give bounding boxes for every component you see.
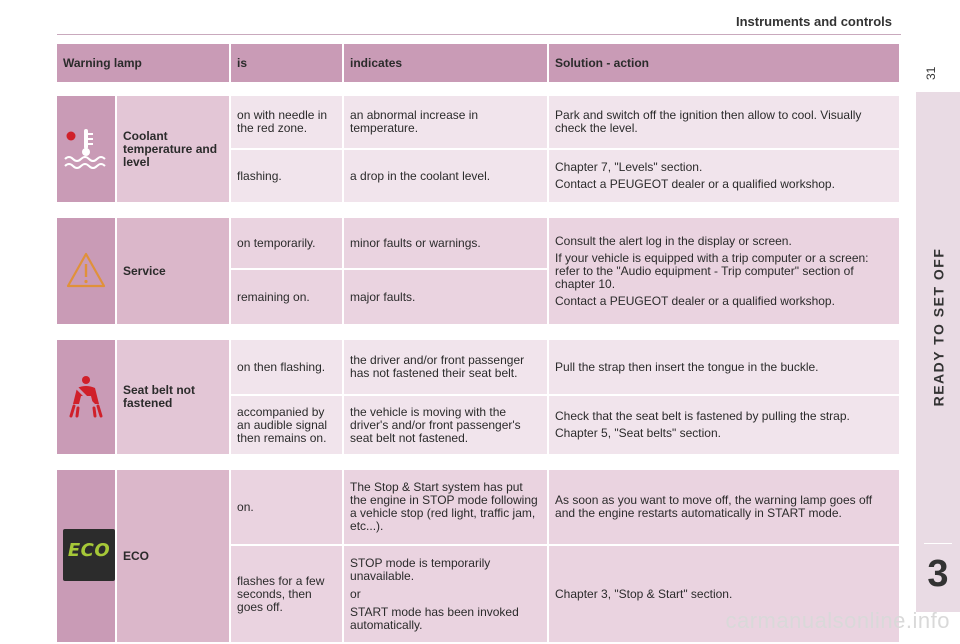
solution-text: Contact a PEUGEOT dealer or a qualified workshop.	[555, 177, 835, 191]
coolant-lamp-name: Coolant temperature and level	[117, 96, 231, 204]
solution-text: Contact a PEUGEOT dealer or a qualified workshop.	[555, 293, 835, 308]
coolant-row1-solution	[549, 96, 901, 150]
seatbelt-row1-is: on then flashing.	[231, 340, 344, 396]
header-solution: Solution - action	[549, 44, 901, 82]
service-row2-is: remaining on.	[231, 270, 344, 326]
table-header-row	[57, 44, 901, 82]
seatbelt-lamp-name: Seat belt not fastened	[117, 340, 231, 456]
eco-row2-indicates	[344, 546, 549, 644]
seat-belt-icon	[66, 374, 106, 418]
coolant-temperature-icon	[63, 126, 109, 170]
solution-text: Check that the seat belt is fastened by pulling the strap.	[555, 409, 850, 423]
header-divider	[57, 34, 901, 35]
chapter-title: READY TO SET OFF	[930, 247, 946, 407]
service-icon-cell	[57, 218, 117, 326]
eco-lamp-name: ECO	[117, 470, 231, 644]
header-warning-lamp: Warning lamp	[57, 44, 231, 82]
page-number: 31	[924, 66, 938, 80]
coolant-icon-cell	[57, 96, 117, 204]
solution-text: Consult the alert log in the display or screen.	[555, 233, 792, 248]
chapter-divider	[924, 543, 952, 544]
page-header-title: Instruments and controls	[735, 14, 892, 29]
seatbelt-row1-solution	[549, 340, 901, 396]
chapter-tab	[916, 92, 960, 612]
coolant-row2-solution	[549, 150, 901, 204]
solution-text: Chapter 5, "Seat belts" section.	[555, 426, 721, 440]
service-solution	[549, 218, 901, 326]
service-row2-indicates: major faults.	[344, 270, 549, 326]
solution-text: Pull the strap then insert the tongue in the buckle.	[555, 359, 819, 374]
indicates-text: START mode has been invoked automatically.	[350, 604, 519, 632]
watermark: carmanualsonline.info	[725, 608, 950, 633]
table-row	[57, 218, 901, 270]
coolant-row2-indicates: a drop in the coolant level.	[344, 150, 549, 204]
table-row	[57, 470, 901, 546]
header-indicates: indicates	[344, 44, 549, 82]
seatbelt-row1-indicates: the driver and/or front passenger has not fastened their seat belt.	[344, 340, 549, 396]
table-row	[57, 340, 901, 396]
seatbelt-row2-indicates: the vehicle is moving with the driver's and/or front passenger's seat belt not fastened.	[344, 396, 549, 456]
seatbelt-row2-solution	[549, 396, 901, 456]
eco-row1-indicates: The Stop & Start system has put the engine in STOP mode following a vehicle stop (red light, traffic jam, etc...).	[344, 470, 549, 546]
header-is: is	[231, 44, 344, 82]
chapter-title-wrap	[916, 92, 960, 562]
seatbelt-row2-is: accompanied by an audible signal then remains on.	[231, 396, 344, 456]
coolant-row2-is: flashing.	[231, 150, 344, 204]
seatbelt-icon-cell	[57, 340, 117, 456]
solution-text: Park and switch off the ignition then allow to cool. Visually check the level.	[555, 108, 862, 135]
table-row	[57, 96, 901, 150]
solution-text: Chapter 7, "Levels" section.	[555, 160, 703, 174]
coolant-row1-is: on with needle in the red zone.	[231, 96, 344, 150]
eco-icon-cell	[57, 470, 117, 644]
solution-text: If your vehicle is equipped with a trip computer or a screen: refer to the "Audio equipment - Trip computer" section of chapter 10.	[555, 250, 869, 291]
coolant-row1-indicates: an abnormal increase in temperature.	[344, 96, 549, 150]
indicates-text: or	[350, 586, 361, 601]
chapter-number: 3	[927, 553, 949, 595]
eco-icon-label: ECO	[67, 539, 111, 561]
service-row1-is: on temporarily.	[231, 218, 344, 270]
solution-text: Chapter 3, "Stop & Start" section.	[555, 586, 733, 601]
solution-text: As soon as you want to move off, the warning lamp goes off and the engine restarts automatically in START mode.	[555, 493, 873, 520]
service-row1-indicates: minor faults or warnings.	[344, 218, 549, 270]
warning-lamps-table	[57, 44, 901, 644]
eco-row1-is: on.	[231, 470, 344, 546]
indicates-text: STOP mode is temporarily unavailable.	[350, 555, 491, 583]
warning-triangle-icon	[65, 251, 107, 289]
service-lamp-name: Service	[117, 218, 231, 326]
eco-row1-solution	[549, 470, 901, 546]
eco-icon	[63, 529, 115, 581]
eco-row2-is: flashes for a few seconds, then goes off.	[231, 546, 344, 644]
